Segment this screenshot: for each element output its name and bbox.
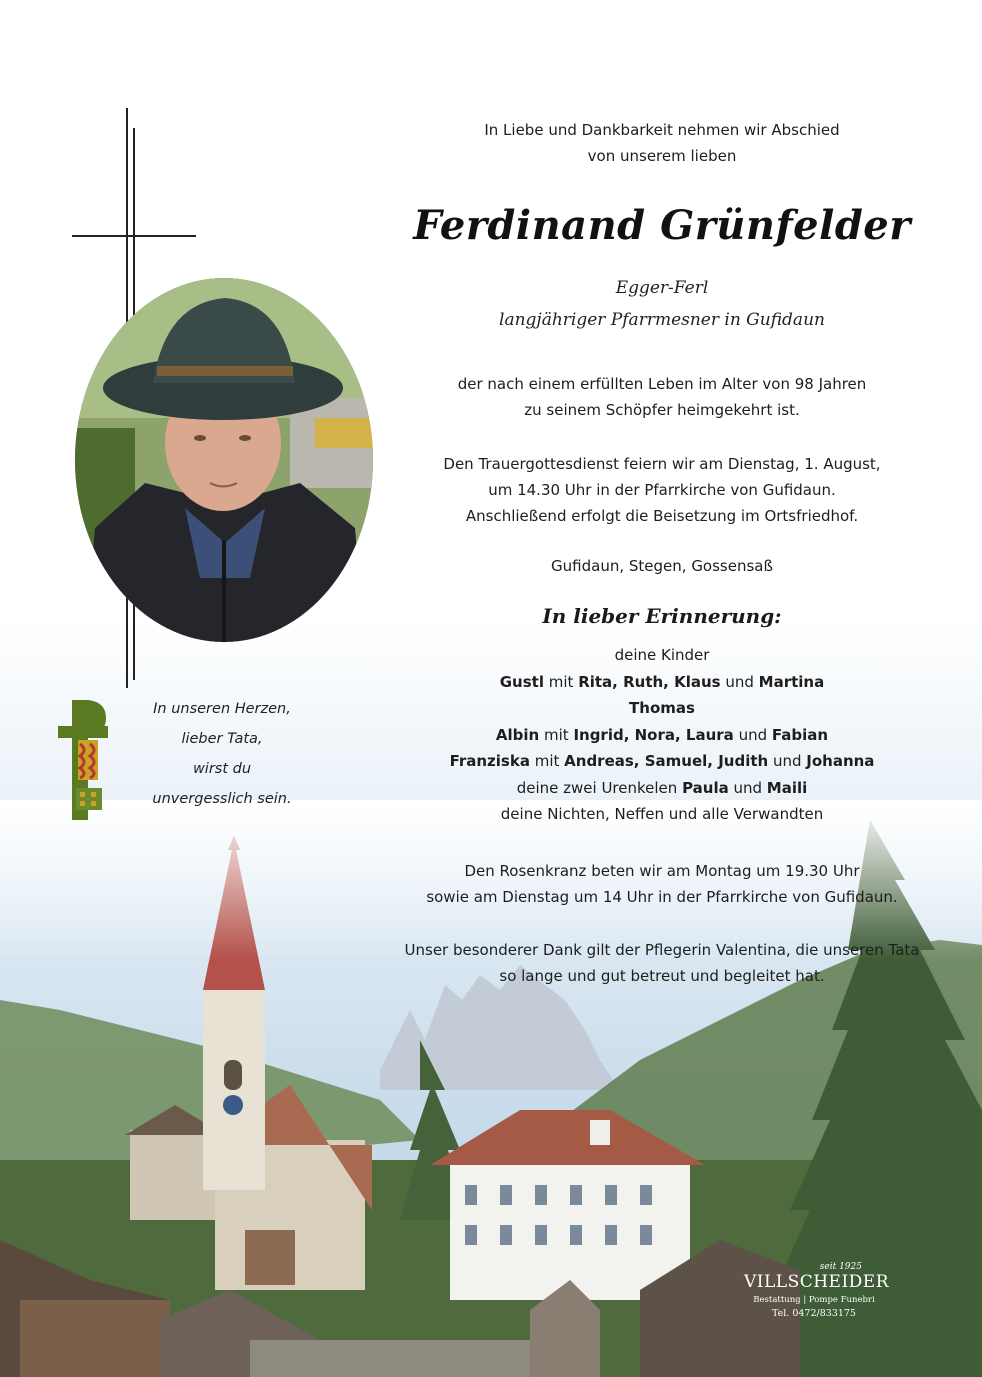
memorial-verse (136, 694, 308, 814)
family-name: Fabian (771, 725, 829, 744)
family-line: Thomas (629, 699, 695, 717)
funeral-home-logo (744, 1262, 890, 1319)
places (388, 553, 936, 579)
family-line: deine Nichten, Neffen und alle Verwandten (500, 805, 824, 823)
service-details (388, 451, 936, 529)
family-name: Maili (766, 778, 808, 797)
family-list (388, 642, 936, 828)
family-connector: und (768, 752, 807, 770)
rosary-line: Den Rosenkranz beten wir am Montag um 19.30 Uhr (464, 862, 860, 880)
thanks-note (388, 937, 936, 989)
family-name: Rita, Ruth, Klaus (578, 672, 721, 691)
logo-tagline: Bestattung | Pompe Funebri (753, 1295, 875, 1305)
intro-text (388, 117, 936, 169)
deceased-role: langjähriger Pfarrmesner in Gufidaun (499, 310, 825, 330)
thanks-line: Unser besonderer Dank gilt der Pflegerin Valentina, die unseren Tata (404, 941, 920, 959)
deceased-nickname: Egger-Ferl (615, 278, 709, 298)
verse-line: lieber Tata, (181, 731, 263, 747)
intro-line: In Liebe und Dankbarkeit nehmen wir Abschied (484, 121, 840, 139)
service-line: um 14.30 Uhr in der Pfarrkirche von Gufidaun. (488, 481, 836, 499)
deceased-name: Ferdinand Grünfelder (413, 202, 911, 249)
family-name: Martina (758, 672, 825, 691)
age-line: zu seinem Schöpfer heimgekehrt ist. (524, 401, 800, 419)
family-name: Johanna (806, 752, 875, 770)
family-connector: mit (543, 672, 579, 691)
family-connector: und (728, 778, 767, 797)
verse-line: In unseren Herzen, (153, 701, 291, 717)
family-connector: und (733, 725, 772, 744)
service-line: Den Trauergottesdienst feiern wir am Dienstag, 1. August, (443, 455, 881, 473)
family-name: Ingrid, Nora, Laura (573, 725, 734, 744)
family-line (388, 748, 936, 775)
logo-phone: Tel. 0472/833175 (772, 1308, 856, 1319)
family-connector: deine zwei Urenkelen (516, 778, 683, 797)
family-connector: und (720, 672, 759, 691)
age-line: der nach einem erfüllten Leben im Alter von 98 Jahren (457, 375, 867, 393)
memory-heading: In lieber Erinnerung: (542, 604, 782, 628)
family-connector: mit (529, 752, 565, 770)
verse-line: unvergesslich sein. (152, 791, 292, 807)
family-connector: mit (539, 725, 574, 744)
family-line (388, 722, 936, 749)
family-line: deine Kinder (614, 646, 710, 664)
portrait-photo (75, 278, 373, 642)
family-name: Albin (495, 725, 540, 744)
verse-line: wirst du (192, 761, 252, 777)
thanks-line: so lange und gut betreut und begleitet hat. (499, 967, 825, 985)
chi-rho-emblem-icon (56, 696, 114, 826)
family-name: Andreas, Samuel, Judith (564, 752, 769, 770)
places-line: Gufidaun, Stegen, Gossensaß (551, 557, 773, 575)
rosary-details (388, 858, 936, 910)
logo-since: seit 1925 (819, 1262, 862, 1272)
intro-line: von unserem lieben (587, 147, 737, 165)
family-line (388, 669, 936, 696)
family-name: Gustl (499, 672, 544, 691)
cross-icon-bar (72, 235, 196, 237)
logo-brand: VILLSCHEIDER (744, 1272, 890, 1292)
service-line: Anschließend erfolgt die Beisetzung im Ortsfriedhof. (465, 507, 859, 525)
rosary-line: sowie am Dienstag um 14 Uhr in der Pfarrkirche von Gufidaun. (426, 888, 898, 906)
family-line (388, 775, 936, 802)
age-statement (388, 371, 936, 423)
family-name: Paula (682, 778, 729, 797)
family-name: Franziska (449, 752, 530, 770)
